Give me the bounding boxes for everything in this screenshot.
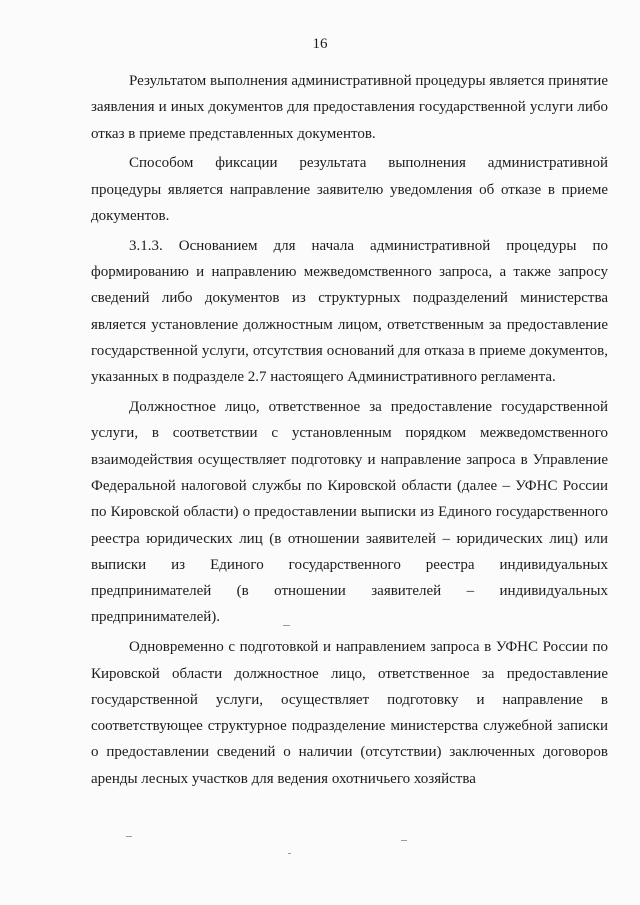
- paragraph-interagency-request: Должностное лицо, ответственное за предоставление государственной услуги, в соответствии с установленным порядком межведомственного взаимодействия осуществляет подготовку и направление запроса в Управление Федеральной налоговой службы по Кировской области (далее – УФНС России по Кировской области) о предоставлении выписки из Единого государственного реестра юридических лиц (в отношении заявителей – юридических лиц) или выписки из Единого государственного реестра индивидуальных предпринимателей (в отношении заявителей – индивидуальных предпринимателей).: [91, 399, 608, 626]
- scan-speck: [401, 840, 407, 841]
- scan-speck: [126, 836, 132, 837]
- paragraph-simultaneous-request: Одновременно с подготовкой и направлением запроса в УФНС России по Кировской области должностное лицо, ответственное за предоставление государственной услуги, осуществляет подготовку и направление в соответствующее структурное подразделение министерства служебной записки о предоставлении сведений о наличии (отсутствии) заключенных договоров аренды лесных участков для ведения охотничьего хозяйства: [91, 639, 608, 787]
- paragraph-result-recording: Способом фиксации результата выполнения административной процедуры является направление заявителю уведомления об отказе в приеме документов.: [91, 155, 608, 224]
- page-number: 16: [312, 36, 328, 52]
- scan-speck: [283, 625, 290, 626]
- paragraph-procedure-result: Результатом выполнения административной процедуры является принятие заявления и иных документов для предоставления государственной услуги либо отказ в приеме представленных документов.: [91, 73, 608, 142]
- scan-speck: [288, 853, 291, 854]
- body-text: [91, 68, 608, 796]
- paragraph-section-3-1-3: 3.1.3. Основанием для начала административной процедуры по формированию и направлению межведомственного запроса, а также запросу сведений либо документов из структурных подразделений министерства является установление должностным лицом, ответственным за предоставление государственной услуги, отсутствия оснований для отказа в приеме документов, указанных в подразделе 2.7 настоящего Административного регламента.: [91, 237, 608, 386]
